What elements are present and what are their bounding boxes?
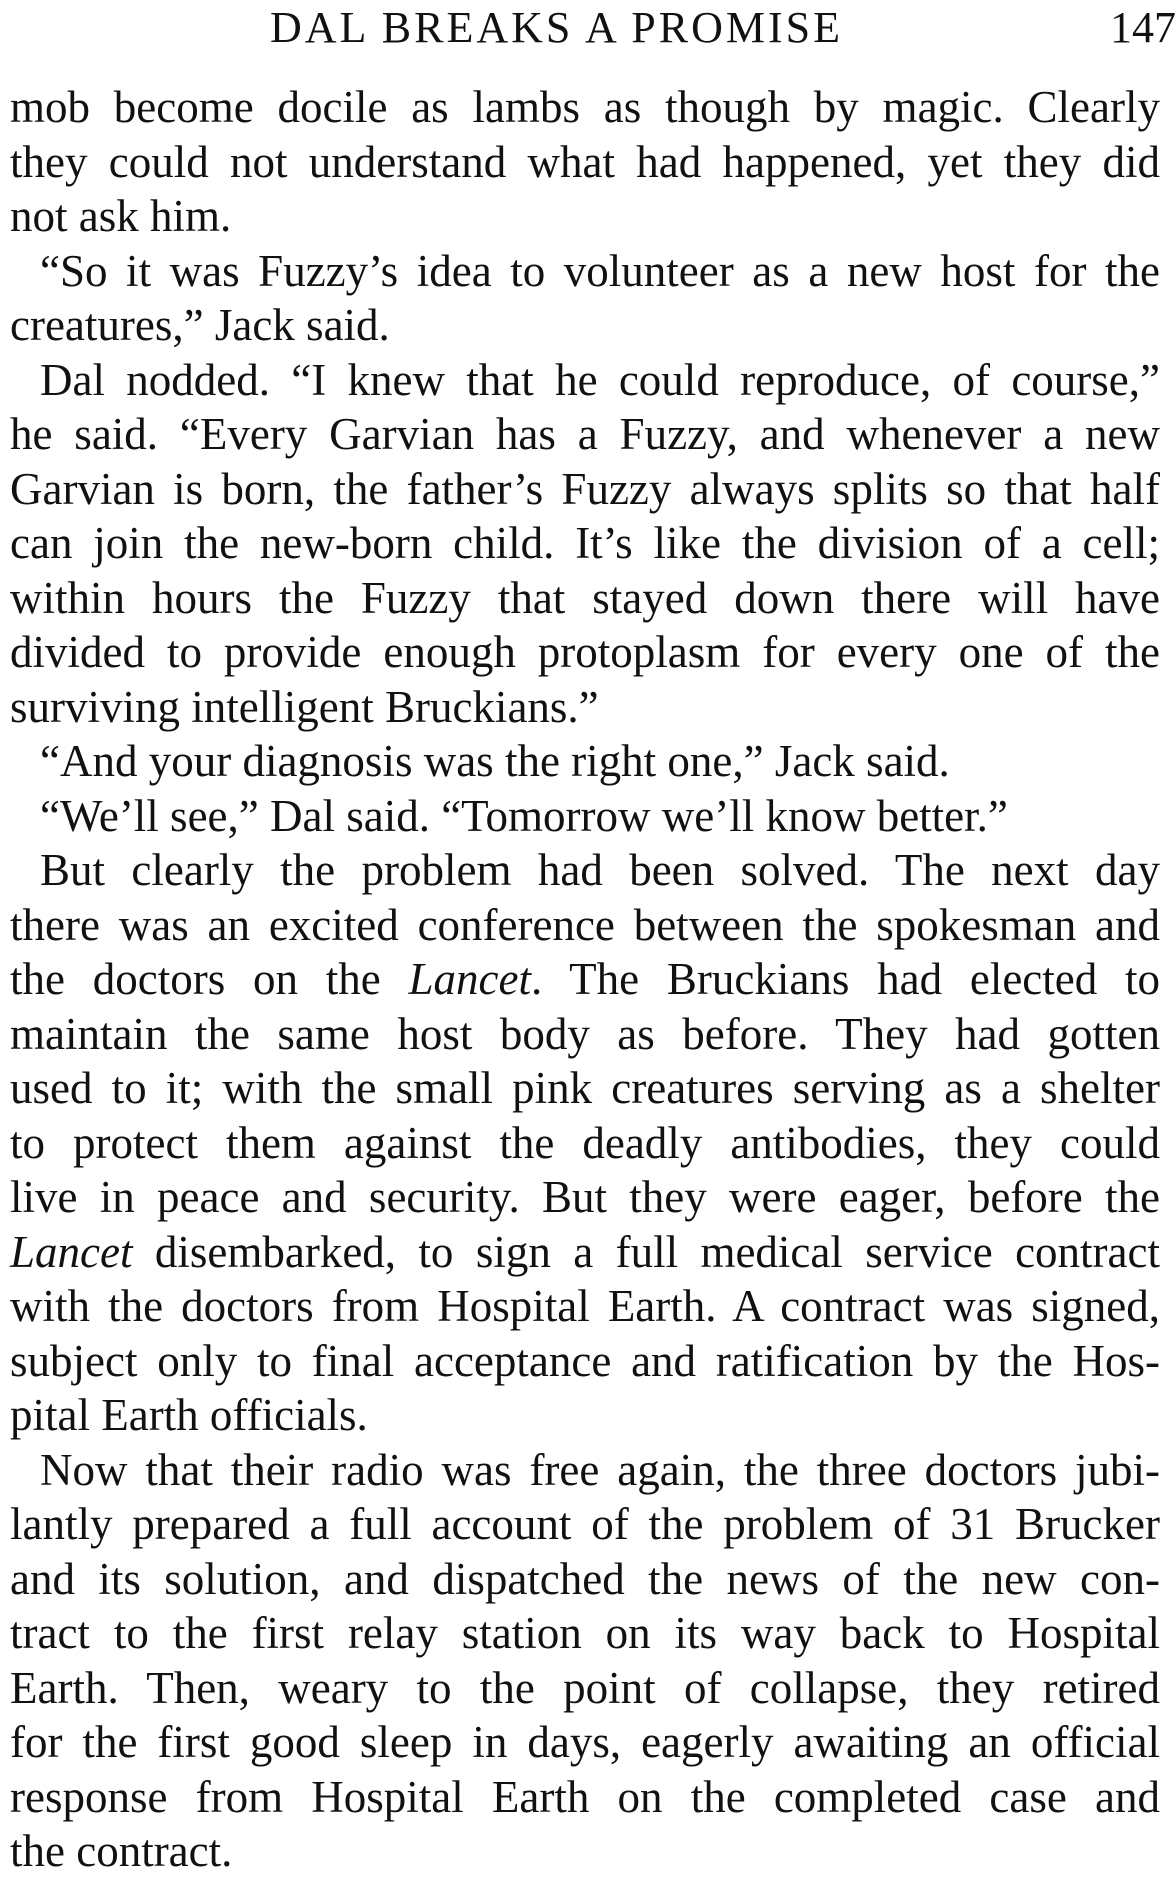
line-text: the doctors on the — [10, 954, 381, 1004]
text-line — [10, 1225, 1160, 1280]
text-line: there was an excited conference between the spokesman and — [10, 899, 1160, 950]
ship-name-italic: Lancet — [408, 954, 531, 1004]
text-line: creatures,” Jack said. — [10, 300, 390, 350]
text-line: “And your diagnosis was the right one,” Jack said. — [40, 736, 950, 786]
text-line: subject only to final acceptance and ratification by the Hos- — [10, 1335, 1160, 1386]
text-line: with the doctors from Hospital Earth. A contract was signed, — [10, 1281, 1160, 1331]
text-line: Garvian is born, the father’s Fuzzy always splits so that half — [10, 463, 1160, 514]
ship-name-italic: Lancet — [10, 1226, 133, 1277]
line-text-continued: . The Bruckians had elected to — [530, 954, 1161, 1004]
text-line: surviving intelligent Bruckians.” — [10, 681, 599, 732]
text-line: to protect them against the deadly antibodies, they could — [10, 1117, 1160, 1168]
text-line: he said. “Every Garvian has a Fuzzy, and whenever a new — [10, 409, 1160, 459]
text-line: But clearly the problem had been solved. The next day — [40, 845, 1160, 895]
text-line: used to it; with the small pink creatures serving as a shelter — [10, 1063, 1160, 1113]
text-line: for the first good sleep in days, eagerly awaiting an official — [10, 1717, 1160, 1767]
text-line: maintain the same host body as before. They had gotten — [10, 1008, 1160, 1059]
text-line — [10, 952, 1160, 1007]
text-line: Dal nodded. “I knew that he could reproduce, of course,” — [40, 354, 1160, 405]
text-line: tract to the first relay station on its way back to Hospital — [10, 1608, 1160, 1658]
body-text — [10, 80, 1160, 1879]
text-line: Now that their radio was free again, the three doctors jubi- — [40, 1444, 1160, 1495]
text-line: they could not understand what had happened, yet they did — [10, 136, 1160, 187]
text-line: divided to provide enough protoplasm for every one of the — [10, 627, 1160, 677]
line-text-continued: disembarked, to sign a full medical service contract — [132, 1226, 1160, 1277]
page-number: 147 — [1110, 3, 1176, 52]
text-line: lantly prepared a full account of the problem of 31 Brucker — [10, 1499, 1160, 1549]
text-line: the contract. — [10, 1826, 233, 1876]
text-line: can join the new-born child. It’s like the division of a cell; — [10, 518, 1160, 568]
text-line: “So it was Fuzzy’s idea to volunteer as a new host for the — [40, 245, 1160, 296]
running-title: DAL BREAKS A PROMISE — [270, 3, 844, 52]
text-line: mob become docile as lambs as though by magic. Clearly — [10, 82, 1160, 132]
text-line: pital Earth officials. — [10, 1390, 368, 1440]
text-line: not ask him. — [10, 191, 232, 241]
text-line: within hours the Fuzzy that stayed down there will have — [10, 572, 1160, 623]
text-line: response from Hospital Earth on the completed case and — [10, 1771, 1160, 1822]
text-line: live in peace and security. But they were eager, before the — [10, 1172, 1160, 1222]
text-line: Earth. Then, weary to the point of collapse, they retired — [10, 1662, 1160, 1713]
text-line: and its solution, and dispatched the news of the new con- — [10, 1553, 1160, 1604]
text-line: “We’ll see,” Dal said. “Tomorrow we’ll know better.” — [40, 790, 1008, 841]
